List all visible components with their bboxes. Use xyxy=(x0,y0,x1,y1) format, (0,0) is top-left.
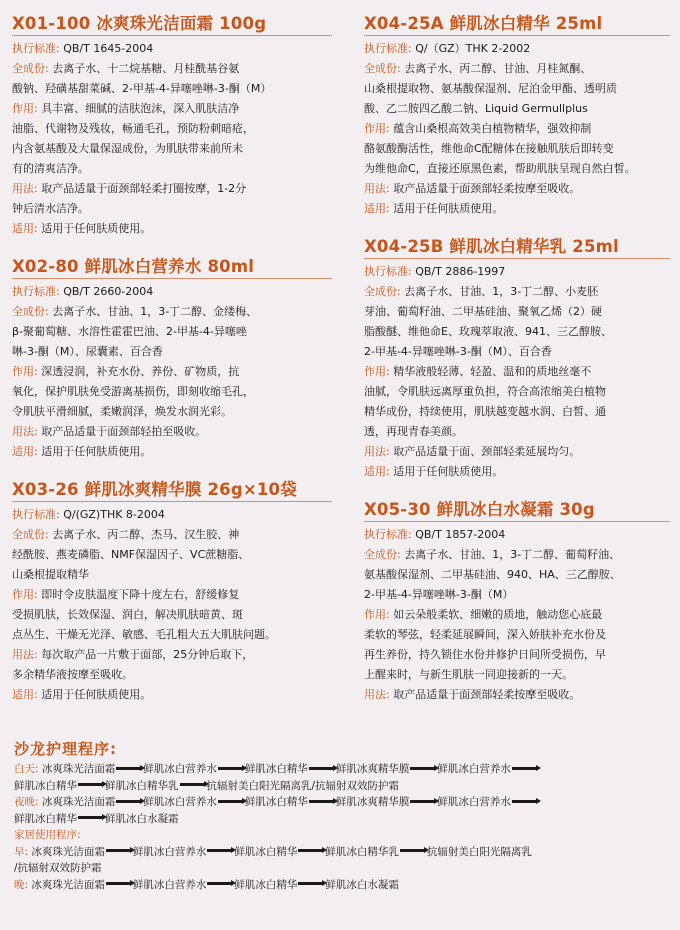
product-detail-row xyxy=(364,79,670,99)
arrow-icon xyxy=(207,849,233,852)
product-detail-row xyxy=(12,99,332,119)
arrow-icon xyxy=(512,767,538,770)
row-label: 执行标准: xyxy=(12,285,60,298)
product-detail-row xyxy=(364,39,670,59)
routine-step: 鲜肌冰白营养水 xyxy=(437,796,511,808)
product-block xyxy=(12,253,332,462)
row-text: QB/T 2886-1997 xyxy=(415,265,506,278)
row-text: QB/T 1645-2004 xyxy=(63,42,154,55)
routine-step: 鲜肌冰白精华 xyxy=(244,763,308,775)
row-label: 全成份: xyxy=(364,62,401,75)
row-text: 经酰胺、燕麦磷脂、NMF保湿因子、VC蔗糖脂、 xyxy=(12,548,250,561)
row-label: 用法: xyxy=(12,425,38,438)
routine-step: 鲜肌冰白水凝霜 xyxy=(325,878,399,891)
product-detail-row xyxy=(364,442,670,462)
row-label: 执行标准: xyxy=(364,528,412,541)
row-text: 取产品适量于面颈部轻柔打圈按摩，1-2分 xyxy=(41,182,247,195)
product-detail-row xyxy=(12,545,332,565)
routine-step: 冰爽珠光洁面霜 xyxy=(31,845,105,858)
row-text: 山桑根提取物、氨基酸保湿剂、尼泊金甲酯、透明质 xyxy=(364,82,617,95)
arrow-icon xyxy=(116,800,142,803)
row-text: 去离子水、甘油、1，3-丁二醇、小麦胚 xyxy=(404,285,599,298)
routine-step: 鲜肌冰白营养水 xyxy=(143,763,217,775)
routine-label: 家居使用程序: xyxy=(14,829,81,841)
row-text: 取产品适量于面颈部轻柔按摩至吸收。 xyxy=(393,182,581,195)
row-text: 酪氨酸酶活性，维他命C配糖体在接触肌肤后即转变 xyxy=(364,142,614,155)
product-detail-row xyxy=(364,139,670,159)
product-detail-row xyxy=(12,119,332,139)
product-title: X03-26 鲜肌冰爽精华膜 26g×10袋 xyxy=(12,476,332,502)
salon-title: 沙龙护理程序: xyxy=(14,740,117,758)
routine-step: 鲜肌冰白水凝霜 xyxy=(105,812,179,825)
row-label: 作用: xyxy=(12,102,38,115)
row-label: 适用: xyxy=(12,222,38,235)
product-detail-row xyxy=(364,685,670,705)
product-detail-row xyxy=(12,219,332,239)
product-detail-row xyxy=(12,39,332,59)
product-block xyxy=(364,496,670,705)
product-detail-row xyxy=(12,159,332,179)
row-label: 作用: xyxy=(12,365,38,378)
product-block xyxy=(12,10,332,239)
row-text: 去离子水、十二烷基糖、月桂酰基谷氨 xyxy=(52,62,240,75)
arrow-icon xyxy=(116,767,142,770)
product-detail-row xyxy=(364,565,670,585)
product-block xyxy=(12,476,332,705)
arrow-icon xyxy=(298,849,324,852)
row-label: 执行标准: xyxy=(12,42,60,55)
row-text: 适用于任何肤质使用。 xyxy=(41,445,152,458)
product-detail-row xyxy=(12,199,332,219)
row-label: 全成份: xyxy=(12,528,49,541)
row-text: 具丰富、细腻的洁肤泡沫，深入肌肤洁净 xyxy=(41,102,240,115)
arrow-icon xyxy=(180,783,206,786)
product-detail-row xyxy=(12,402,332,422)
product-detail-row xyxy=(12,139,332,159)
row-text: 酸钠、羟磺基甜菜碱、2-甲基-4-异噻唑啉-3-酮（M） xyxy=(12,82,272,95)
row-text: 受损肌肤，长效保湿、润白，解决肌肤暗黄、斑 xyxy=(12,608,243,621)
row-text: 钟后清水洁净。 xyxy=(12,202,89,215)
product-detail-row xyxy=(12,79,332,99)
row-label: 作用: xyxy=(364,608,390,621)
product-detail-row xyxy=(364,585,670,605)
row-label: 全成份: xyxy=(364,548,401,561)
row-label: 用法: xyxy=(364,445,390,458)
product-title: X04-25A 鲜肌冰白精华 25ml xyxy=(364,10,670,36)
row-text: 深透浸润，补充水份、养份、矿物质，抗 xyxy=(41,365,240,378)
row-label: 全成份: xyxy=(12,62,49,75)
row-text: 酸、乙二胺四乙酸二钠、Liquid Germullplus xyxy=(364,102,588,115)
row-text: 山桑根提取精华 xyxy=(12,568,89,581)
routine-line xyxy=(14,794,670,811)
row-text: 再生养份，持久锁住水份并修护日间所受损伤，早 xyxy=(364,648,606,661)
product-detail-row xyxy=(12,442,332,462)
product-title: X05-30 鲜肌冰白水凝霜 30g xyxy=(364,496,670,522)
arrow-icon xyxy=(309,800,335,803)
arrow-icon xyxy=(207,882,233,885)
row-label: 用法: xyxy=(364,688,390,701)
row-text: 精华成份，持续使用，肌肤越变越水润、白皙、通 xyxy=(364,405,606,418)
routine-label: 白天: xyxy=(14,763,39,775)
routine-line xyxy=(14,827,670,844)
row-label: 全成份: xyxy=(12,305,49,318)
row-label: 适用: xyxy=(364,465,390,478)
row-label: 适用: xyxy=(12,445,38,458)
row-label: 执行标准: xyxy=(364,42,412,55)
product-detail-row xyxy=(364,59,670,79)
row-text: 多余精华液按摩至吸收。 xyxy=(12,668,133,681)
product-detail-row xyxy=(364,382,670,402)
arrow-icon xyxy=(106,849,132,852)
product-detail-row xyxy=(12,585,332,605)
product-detail-row xyxy=(12,362,332,382)
product-detail-row xyxy=(364,422,670,442)
routine-line xyxy=(14,761,670,778)
product-detail-row xyxy=(12,59,332,79)
product-title: X02-80 鲜肌冰白营养水 80ml xyxy=(12,253,332,279)
row-text: 去离子水、甘油、1，3-丁二醇、葡萄籽油、 xyxy=(404,548,621,561)
row-text: β-聚葡萄糖、水溶性霍霍巴油、2-甲基-4-异噻唑 xyxy=(12,325,247,338)
arrow-icon xyxy=(512,800,538,803)
row-text: 点丛生、干燥无光泽、敏感、毛孔粗大五大肌肤问题。 xyxy=(12,628,276,641)
row-text: 柔软的琴弦，轻柔延展瞬间，深入娇肤补充水份及 xyxy=(364,628,606,641)
row-text: 脂酸醚、维他命E、玫瑰萃取液、941、三乙醇胺、 xyxy=(364,325,612,338)
row-text: Q/（GZ）THK 2-2002 xyxy=(415,42,531,55)
row-label: 执行标准: xyxy=(364,265,412,278)
product-block xyxy=(364,10,670,219)
product-detail-row xyxy=(12,505,332,525)
row-label: 用法: xyxy=(12,648,38,661)
arrow-icon xyxy=(410,767,436,770)
row-text: 适用于任何肤质使用。 xyxy=(41,222,152,235)
routine-step: 鲜肌冰白精华 xyxy=(234,878,298,891)
arrow-icon xyxy=(218,800,244,803)
product-detail-row xyxy=(364,159,670,179)
routine-step: 鲜肌冰白营养水 xyxy=(132,845,207,858)
product-detail-row xyxy=(364,322,670,342)
product-title: X01-100 冰爽珠光洁面霜 100g xyxy=(12,10,332,36)
product-detail-row xyxy=(12,645,332,665)
product-detail-row xyxy=(364,199,670,219)
row-label: 作用: xyxy=(364,122,390,135)
product-detail-row xyxy=(364,545,670,565)
arrow-icon xyxy=(78,816,104,819)
row-text: 取产品适量于面、颈部轻柔延展均匀。 xyxy=(393,445,581,458)
row-text: 透，再现青春美颜。 xyxy=(364,425,463,438)
row-text: 去离子水、丙二醇、甘油、月桂氮酮、 xyxy=(404,62,592,75)
product-detail-row xyxy=(12,382,332,402)
row-text: 2-甲基-4-异噻唑啉-3-酮（M） xyxy=(364,588,514,601)
row-text: 油腻，令肌肤远离厚重负担，符合高浓缩美白植物 xyxy=(364,385,606,398)
product-detail-row xyxy=(364,302,670,322)
row-text: 令肌肤平滑细腻，柔嫩润泽，焕发水润光彩。 xyxy=(12,405,232,418)
product-detail-row xyxy=(12,525,332,545)
arrow-icon xyxy=(400,849,426,852)
product-detail-row xyxy=(364,402,670,422)
routine-step: 鲜肌冰白营养水 xyxy=(132,878,207,891)
routine-step: 鲜肌冰白营养水 xyxy=(143,796,217,808)
product-detail-row xyxy=(364,645,670,665)
routine-step: 鲜肌冰白精华 xyxy=(14,812,77,825)
routine-step: 鲜肌冰白精华 xyxy=(234,845,298,858)
row-text: 适用于任何肤质使用。 xyxy=(393,202,504,215)
row-text: 适用于任何肤质使用。 xyxy=(41,688,152,701)
product-detail-row xyxy=(12,282,332,302)
row-text: 为维他命C，直接还原黑色素，帮助肌肤呈现自然白皙。 xyxy=(364,162,636,175)
row-text: 氧化，保护肌肤免受游离基损伤，即刻收缩毛孔， xyxy=(12,385,254,398)
product-detail-row xyxy=(364,625,670,645)
row-label: 用法: xyxy=(364,182,390,195)
product-detail-row xyxy=(364,262,670,282)
product-title: X04-25B 鲜肌冰白精华乳 25ml xyxy=(364,233,670,259)
row-text: 每次取产品一片敷于面部，25分钟后取下， xyxy=(41,648,254,661)
row-label: 适用: xyxy=(12,688,38,701)
routine-label: 早: xyxy=(14,845,29,858)
arrow-icon xyxy=(298,882,324,885)
arrow-icon xyxy=(410,800,436,803)
product-detail-row xyxy=(364,342,670,362)
product-detail-row xyxy=(364,462,670,482)
right-column xyxy=(364,10,670,719)
row-label: 适用: xyxy=(364,202,390,215)
routine-label: 夜晚: xyxy=(14,796,39,808)
product-detail-row xyxy=(12,302,332,322)
row-text: 上醒来时，与新生肌肤一同迎接新的一天。 xyxy=(364,668,573,681)
row-text: 取产品适量于面颈部轻拍至吸收。 xyxy=(41,425,207,438)
row-text: 内含氨基酸及大量保湿成份，为肌肤带来前所未 xyxy=(12,142,243,155)
routine-line xyxy=(14,877,670,894)
routine-line xyxy=(14,778,670,795)
row-text: 取产品适量于面颈部轻柔按摩至吸收。 xyxy=(393,688,581,701)
product-detail-row xyxy=(12,422,332,442)
routine-step: 冰爽珠光洁面霜 xyxy=(31,878,105,891)
row-label: 执行标准: xyxy=(12,508,60,521)
product-detail-row xyxy=(364,179,670,199)
salon-lines xyxy=(14,761,670,893)
routine-step: 鲜肌冰白精华乳 xyxy=(105,779,179,792)
product-detail-row xyxy=(364,525,670,545)
row-text: 适用于任何肤质使用。 xyxy=(393,465,504,478)
product-detail-row xyxy=(364,665,670,685)
routine-step: 抗辐射美白阳光隔离乳 xyxy=(426,845,532,858)
row-text: Q/(GZ)THK 8-2004 xyxy=(63,508,165,521)
arrow-icon xyxy=(309,767,335,770)
row-label: 用法: xyxy=(12,182,38,195)
row-text: 啉-3-酮（M）、尿囊素、百合香 xyxy=(12,345,163,358)
product-detail-row xyxy=(12,685,332,705)
product-detail-row xyxy=(364,99,670,119)
arrow-icon xyxy=(78,783,104,786)
row-text: 如云朵般柔软、细嫩的质地，触动您心底最 xyxy=(393,608,603,621)
routine-step: 鲜肌冰白营养水 xyxy=(437,763,511,775)
product-detail-row xyxy=(12,565,332,585)
row-label: 作用: xyxy=(364,365,390,378)
arrow-icon xyxy=(106,882,132,885)
product-detail-row xyxy=(12,605,332,625)
product-detail-row xyxy=(12,665,332,685)
row-text: 去离子水、甘油、1，3-丁二醇、金缕梅、 xyxy=(52,305,258,318)
routine-step: 鲜肌冰白精华乳 xyxy=(325,845,399,858)
row-text: QB/T 2660-2004 xyxy=(63,285,154,298)
routine-step: /抗辐射双效防护霜 xyxy=(14,862,102,874)
row-text: 精华液般轻薄、轻盈、温和的质地丝毫不 xyxy=(393,365,592,378)
product-detail-row xyxy=(364,605,670,625)
product-block xyxy=(364,233,670,482)
product-detail-row xyxy=(12,322,332,342)
routine-step: 鲜肌冰爽精华膜 xyxy=(335,796,410,808)
product-detail-row xyxy=(364,119,670,139)
routine-line xyxy=(14,844,670,861)
row-text: 有的清爽洁净。 xyxy=(12,162,89,175)
row-text: 氨基酸保湿剂、二甲基硅油、940、HA、三乙醇胺、 xyxy=(364,568,621,581)
routine-line xyxy=(14,811,670,828)
arrow-icon xyxy=(218,767,244,770)
routine-line xyxy=(14,860,670,877)
product-detail-row xyxy=(12,625,332,645)
left-column xyxy=(12,10,332,719)
routine-label: 晚: xyxy=(14,878,29,891)
row-text: 即时令皮肤温度下降十度左右，舒缓修复 xyxy=(41,588,240,601)
routine-step: 抗辐射美白阳光隔离乳/抗辐射双效防护霜 xyxy=(206,779,400,792)
salon-care-section xyxy=(14,738,670,893)
routine-step: 鲜肌冰爽精华膜 xyxy=(335,763,410,775)
row-text: 蕴含山桑根高效美白植物精华，强效抑制 xyxy=(393,122,592,135)
product-detail-row xyxy=(364,362,670,382)
product-detail-row xyxy=(12,342,332,362)
row-text: 芽油、葡萄籽油、二甲基硅油、聚氧乙烯（2）硬 xyxy=(364,305,602,318)
row-text: 油脂、代谢物及残妆，畅通毛孔，预防粉刺暗疮， xyxy=(12,122,254,135)
row-text: QB/T 1857-2004 xyxy=(415,528,506,541)
product-detail-row xyxy=(364,282,670,302)
product-detail-row xyxy=(12,179,332,199)
routine-step: 鲜肌冰白精华 xyxy=(14,779,77,792)
routine-step: 冰爽珠光洁面霜 xyxy=(41,763,116,775)
row-label: 作用: xyxy=(12,588,38,601)
row-text: 去离子水、丙二醇、杰马、汉生胶、神 xyxy=(52,528,240,541)
row-text: 2-甲基-4-异噻唑啉-3-酮（M）、百合香 xyxy=(364,345,552,358)
routine-step: 冰爽珠光洁面霜 xyxy=(41,796,116,808)
row-label: 全成份: xyxy=(364,285,401,298)
routine-step: 鲜肌冰白精华 xyxy=(244,796,308,808)
